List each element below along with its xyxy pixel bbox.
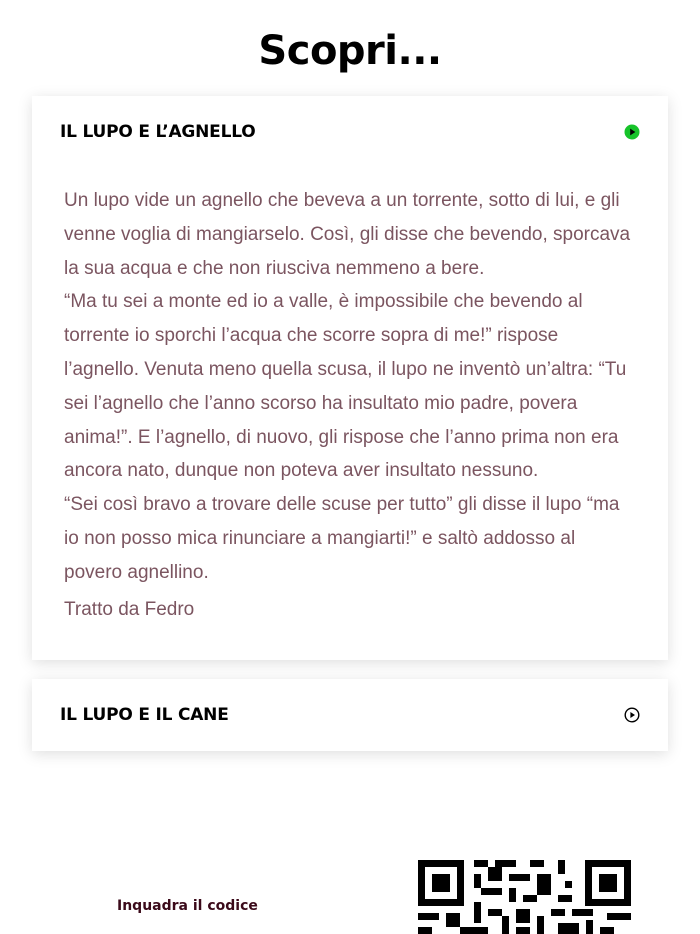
story-title: IL LUPO E IL CANE (60, 705, 229, 725)
qr-instruction: Inquadra il codice (117, 898, 258, 914)
play-circle-icon[interactable] (624, 124, 640, 140)
page-title: Scopri... (258, 28, 442, 74)
story-paragraph: Un lupo vide un agnello che beveva a un torrente, sotto di lui, e gli venne voglia di mangiarselo. Così, gli disse che bevendo, sporcava la sua acqua e che non riusciva nemmeno a bere. (64, 190, 631, 279)
story-card-lupo-cane[interactable] (32, 679, 668, 751)
story-card-header[interactable] (60, 96, 640, 168)
story-source: Tratto da Fedro (64, 599, 195, 620)
story-paragraph: “Sei così bravo a trovare delle scuse per tutto” gli disse il lupo “ma io non posso mica rinunciare a mangiarti!” e saltò addosso al povero agnellino. (64, 494, 620, 583)
story-text (64, 184, 638, 590)
qr-code-icon (418, 860, 631, 934)
story-card-lupo-agnello (32, 96, 668, 660)
story-title: IL LUPO E L’AGNELLO (60, 122, 256, 142)
play-circle-icon[interactable] (624, 707, 640, 723)
story-card-header[interactable] (60, 679, 640, 751)
story-paragraph: “Ma tu sei a monte ed io a valle, è impossibile che bevendo al torrente io sporchi l’acqua che scorre sopra di me!” rispose l’agnello. Venuta meno quella scusa, il lupo ne inventò un’altra: “Tu sei l’agnello che l’anno scorso ha insultato mio padre, povera anima!”. E l’agnello, di nuovo, gli rispose che l’anno prima non era ancora nato, dunque non poteva aver insultato nessuno. (64, 291, 627, 482)
